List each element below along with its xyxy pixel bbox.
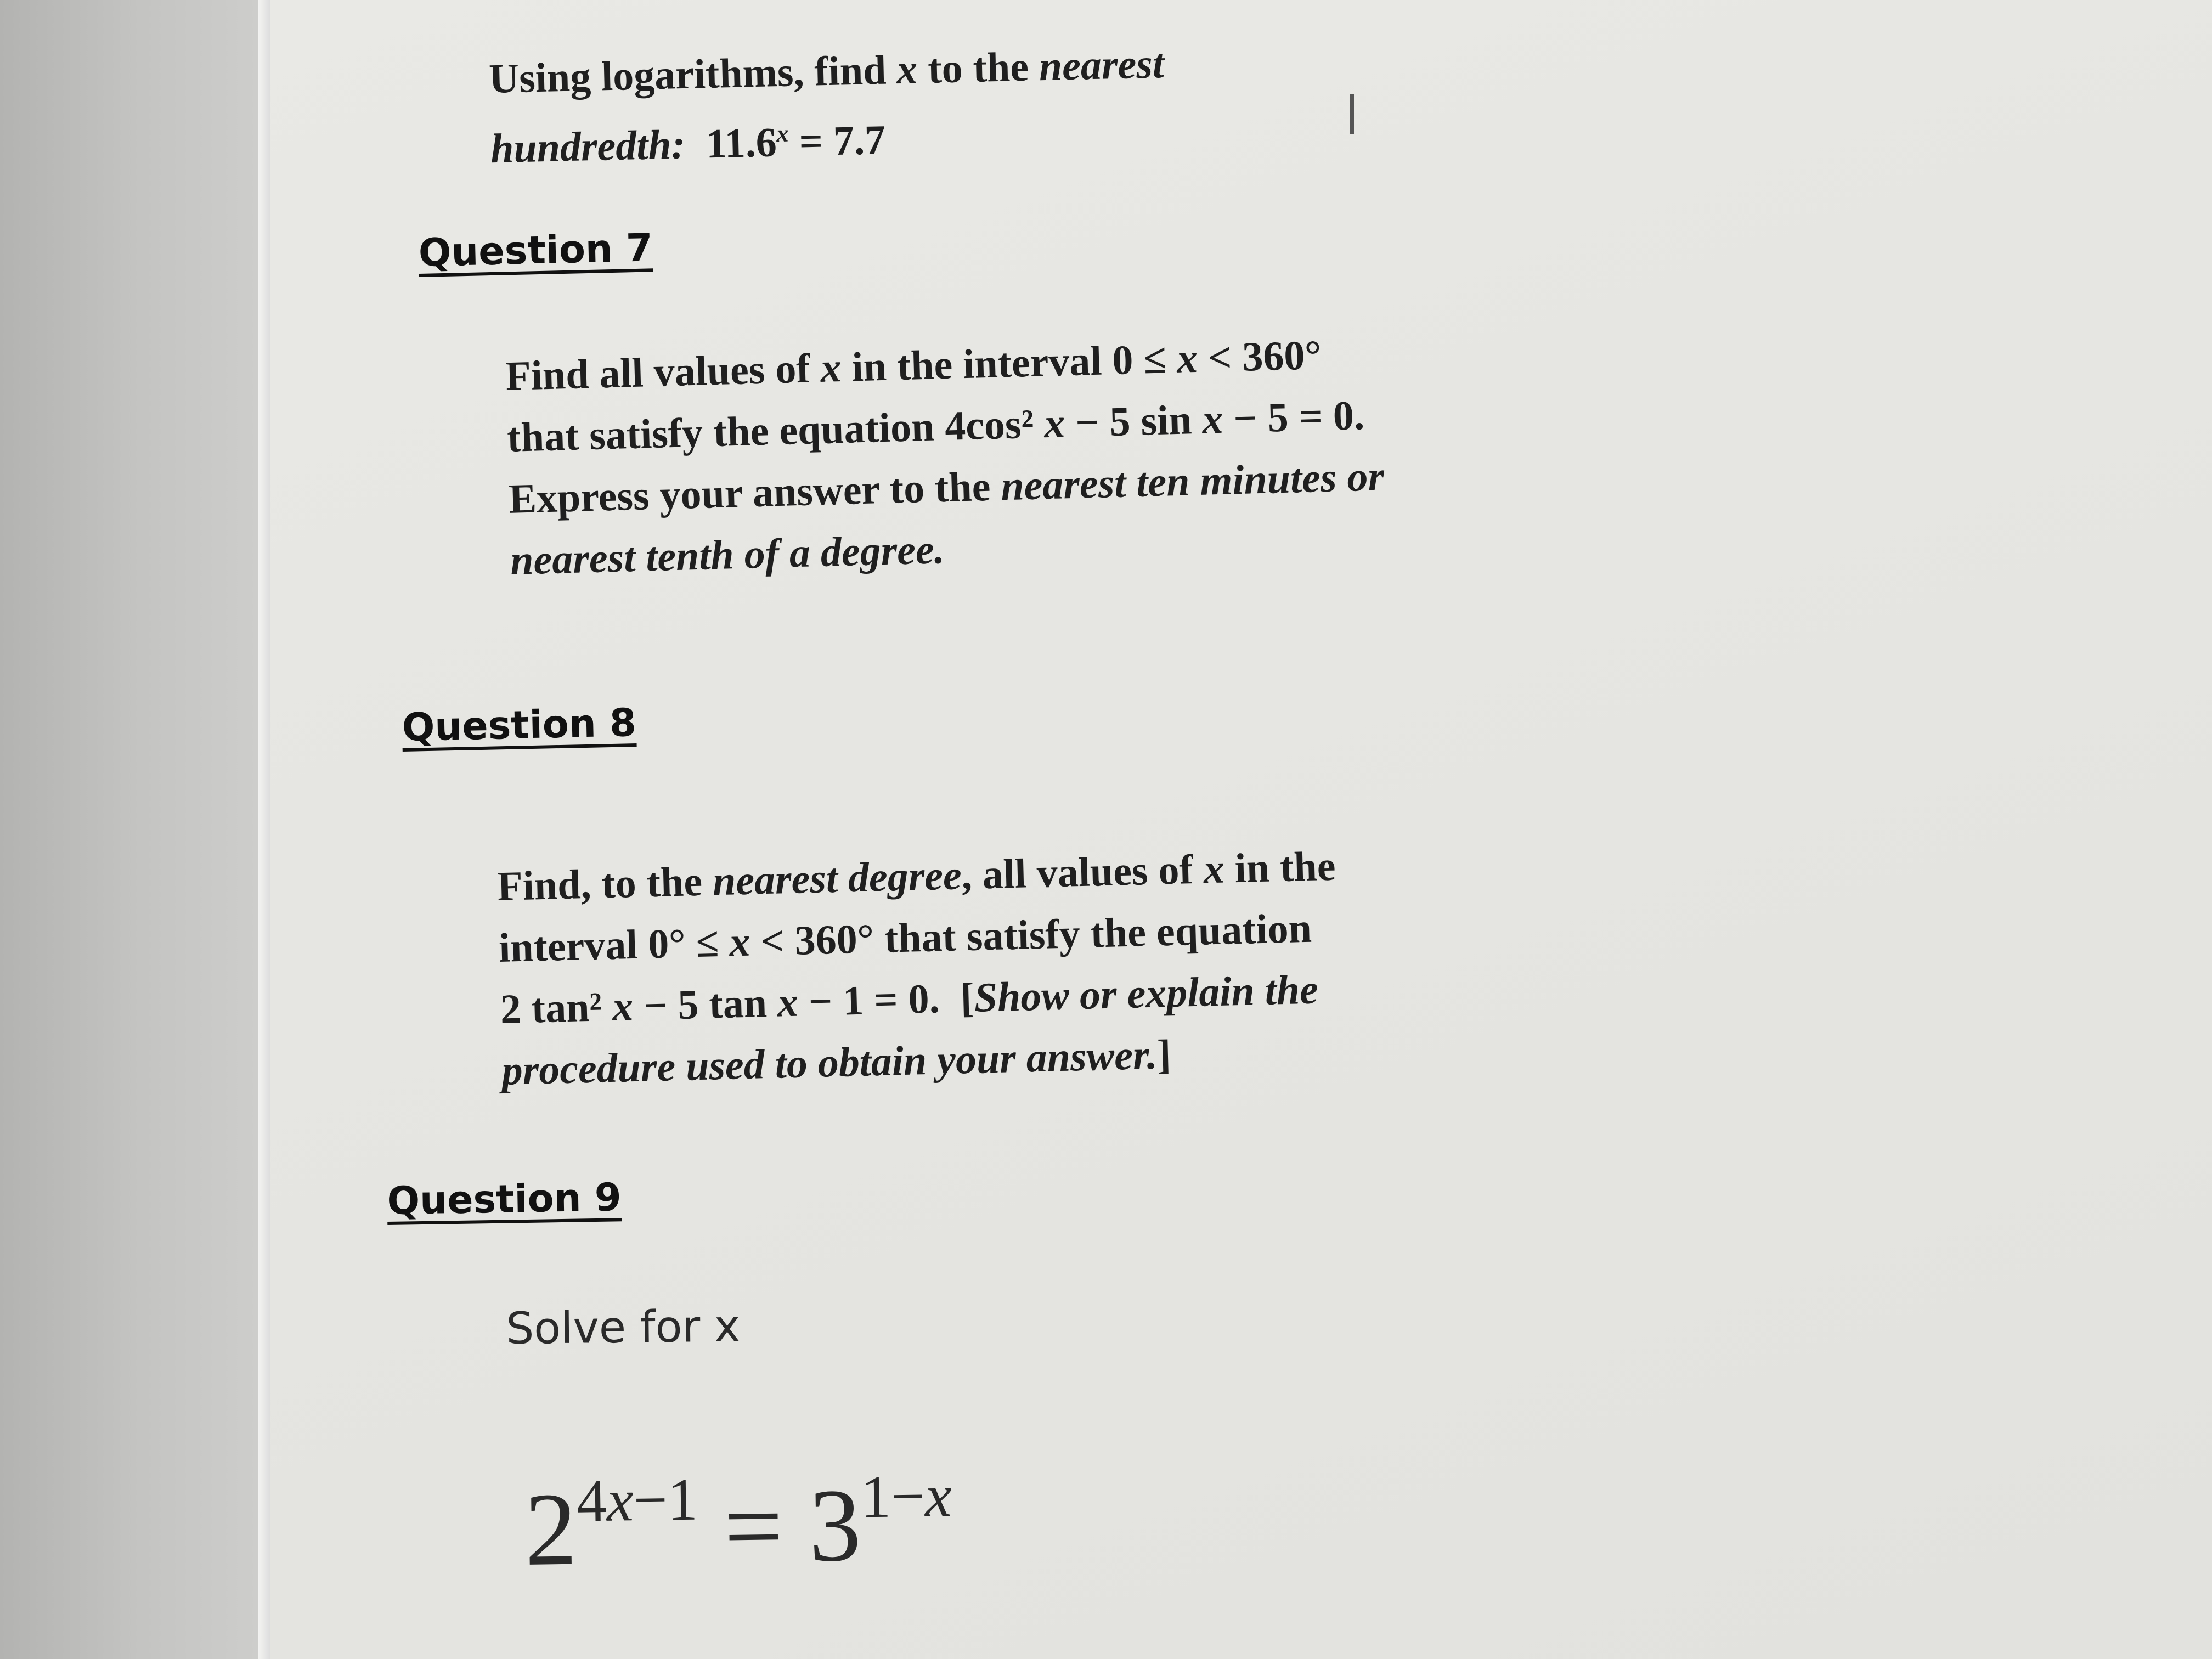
question-8-line-4: procedure used to obtain your answer.]	[501, 1031, 1172, 1094]
question-7-heading: Question 7	[418, 225, 653, 275]
equation-base-right: 3	[808, 1468, 862, 1584]
screen-bezel-left	[0, 0, 258, 1659]
question-6-text	[488, 33, 1166, 179]
question-7-line-1: Find all values of x in the interval 0 ≤ x < 360°	[505, 332, 1322, 399]
question-8-line-3: 2 tan² x − 5 tan x − 1 = 0. [Show or explain the	[499, 966, 1319, 1032]
question-9-equation	[524, 1464, 953, 1590]
page-edge	[258, 0, 270, 1659]
equation-equals: =	[723, 1468, 810, 1585]
question-9-instruction: Solve for x	[506, 1300, 741, 1354]
question-8-line-2: interval 0° ≤ x < 360° that satisfy the equation	[498, 905, 1312, 971]
question-8-text	[496, 836, 1341, 1102]
text-cursor	[1350, 94, 1354, 134]
question-6-line-1: Using logarithms, find x to the nearest	[488, 41, 1165, 102]
question-7-line-3: Express your answer to the nearest ten minutes or	[508, 453, 1385, 522]
question-6-line-2: hundredth: $11.6^x = 7.7$	[490, 116, 886, 172]
question-9-heading: Question 9	[387, 1175, 622, 1223]
question-7-line-4: nearest tenth of a degree.	[510, 526, 945, 584]
question-7-line-2: that satisfy the equation 4cos² x − 5 sin x − 5 = 0.	[506, 392, 1365, 461]
equation-exponent-right: 1−x	[860, 1462, 952, 1531]
question-8-heading: Question 8	[402, 700, 637, 750]
question-7-text	[505, 323, 1386, 591]
question-8-line-1: Find, to the nearest degree, all values of x in the	[496, 843, 1336, 910]
equation-exponent-left: 4x−1	[575, 1465, 698, 1534]
equation-base-left: 2	[524, 1471, 578, 1588]
